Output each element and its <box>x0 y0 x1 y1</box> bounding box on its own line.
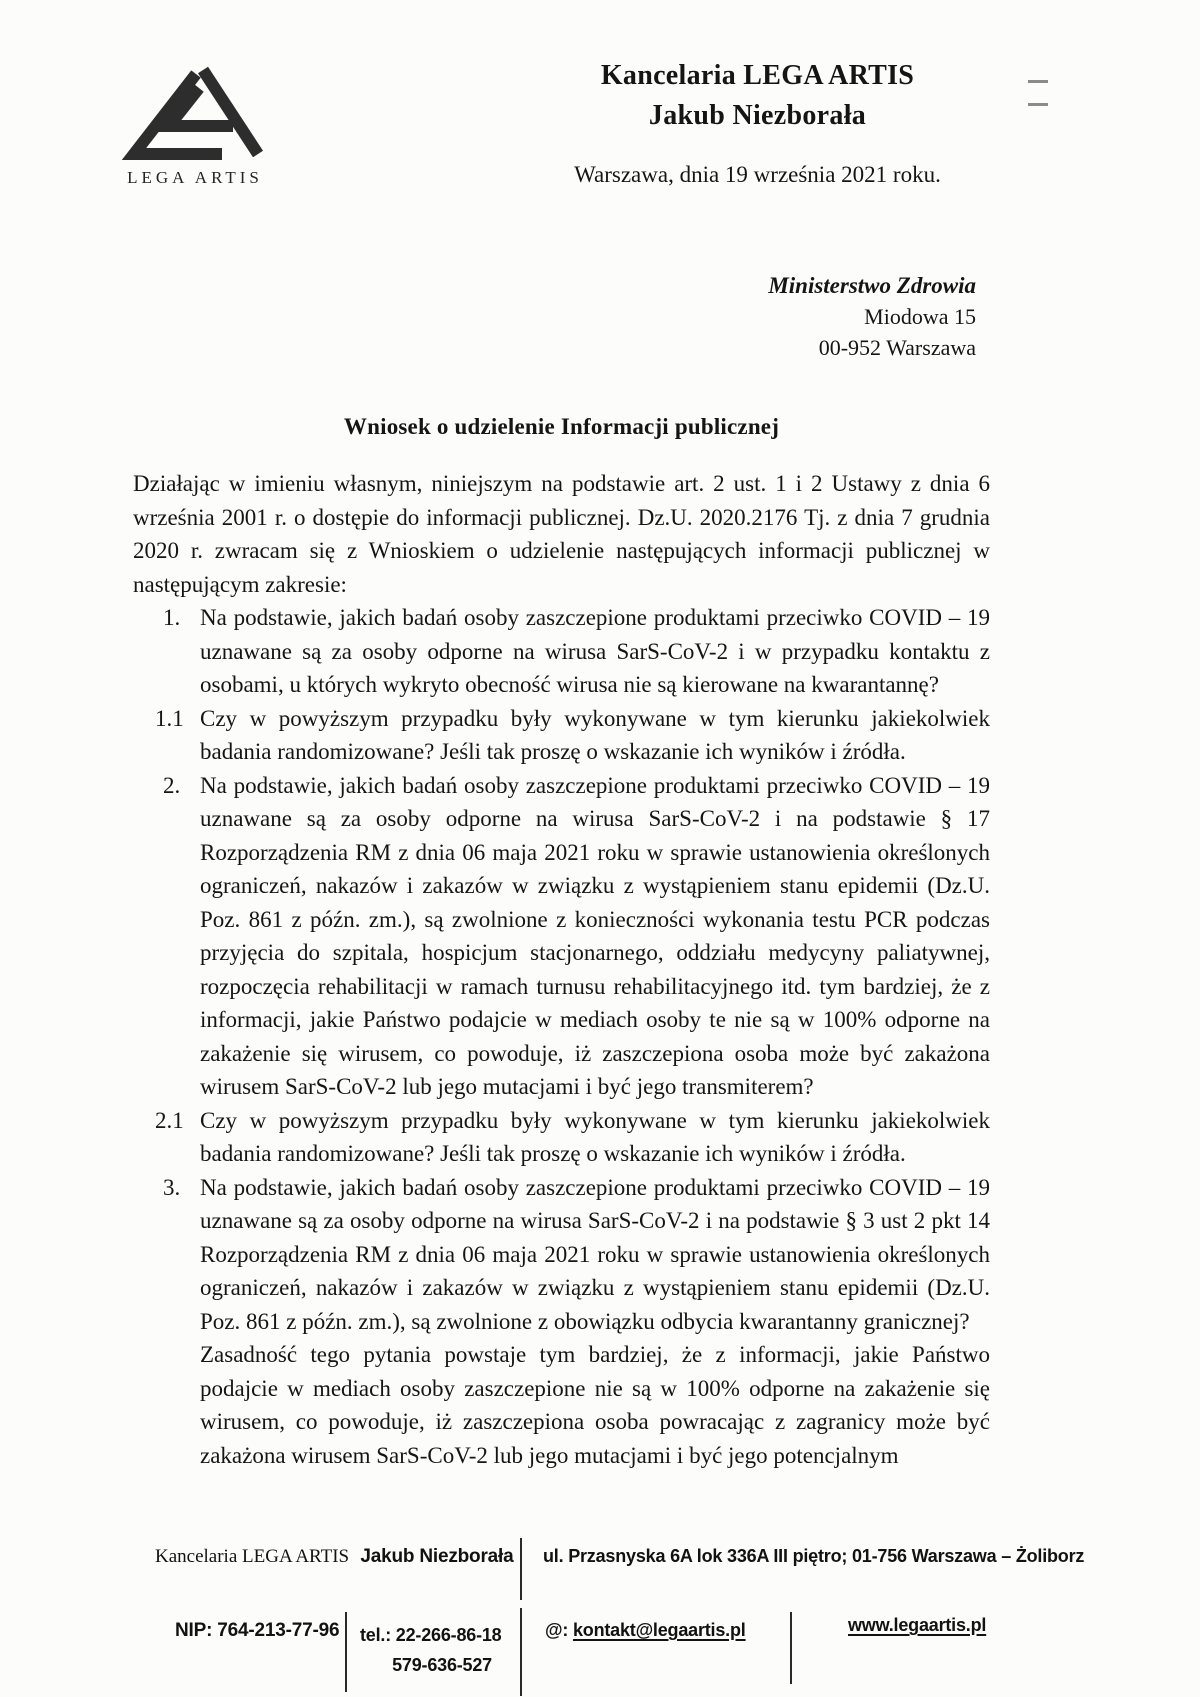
list-item-number: 1.1 <box>155 705 184 731</box>
recipient-block <box>768 270 976 363</box>
footer-firm-regular: Kancelaria LEGA ARTIS <box>155 1546 350 1567</box>
document-title: Wniosek o udzielenie Informacji publicznej <box>343 414 780 439</box>
list-item-number: 2.1 <box>155 1107 184 1133</box>
footer-phone-line2: 579-636-527 <box>392 1655 492 1675</box>
footer-nip: NIP: 764-213-77-96 <box>175 1620 340 1641</box>
footer-phone <box>360 1620 502 1680</box>
footer <box>0 1530 1200 1697</box>
website-link[interactable]: www.legaartis.pl <box>848 1615 987 1635</box>
list-item-text: Na podstawie, jakich badań osoby zaszczepione produktami przeciwko COVID – 19 uznawane są za osoby odporne na wirusa SarS-CoV-2 i w przypadku kontaktu z osobami, u których wykryto obecność wirusa nie są kierowane na kwarantannę? <box>200 605 990 697</box>
footer-divider <box>520 1538 522 1600</box>
list-item <box>133 1104 990 1171</box>
logo-triangle-icon <box>120 66 270 166</box>
footer-email-label: @: <box>545 1620 569 1640</box>
lega-artis-logo <box>110 66 280 188</box>
org-name-line2: Jakub Niezborała <box>648 100 867 131</box>
recipient-city: 00-952 Warszawa <box>818 335 976 360</box>
footer-firm-bold: Jakub Niezborała <box>360 1546 514 1567</box>
dateline: Warszawa, dnia 19 września 2021 roku. <box>574 162 941 187</box>
intro-paragraph: Działając w imieniu własnym, niniejszym na podstawie art. 2 ust. 1 i 2 Ustawy z dnia 6 września 2001 r. o dostępie do informacji publicznej. Dz.U. 2020.2176 Tj. z dnia 7 grudnia 2020 r. zwracam się z Wnioskiem o udzielenie następujących informacji publicznej w następującym zakresie: <box>133 471 990 597</box>
list-item-text: Na podstawie, jakich badań osoby zaszczepione produktami przeciwko COVID – 19 uznawane są za osoby odporne na wirusa SarS-CoV-2 i na podstawie § 3 ust 2 pkt 14 Rozporządzenia RM z dnia 06 maja 2021 roku w sprawie ustanowienia określonych ograniczeń, nakazów i zakazów w związku z wystąpieniem stanu epidemii (Dz.U. Poz. 861 z późn. zm.), są zwolnione z obowiązku odbycia kwarantanny granicznej? <box>200 1174 990 1334</box>
footer-firm-name <box>155 1546 513 1568</box>
footer-divider <box>520 1608 522 1696</box>
list-item <box>133 601 990 702</box>
footer-phone-line1: tel.: 22-266-86-18 <box>360 1625 502 1645</box>
footer-divider <box>790 1612 792 1684</box>
list-item-number: 2. <box>163 772 181 798</box>
scan-mark <box>1028 103 1048 106</box>
scan-mark <box>1028 80 1048 83</box>
logo-caption: LEGA ARTIS <box>127 168 263 187</box>
list-item-number: 1. <box>163 605 181 630</box>
org-name-line1: Kancelaria LEGA ARTIS <box>600 60 915 91</box>
email-link[interactable]: kontakt@legaartis.pl <box>572 1620 746 1640</box>
footer-divider <box>345 1612 347 1692</box>
letterhead <box>535 56 980 188</box>
list-item-number: 3. <box>163 1174 181 1200</box>
list-item <box>133 702 990 769</box>
recipient-name: Ministerstwo Zdrowia <box>768 273 976 298</box>
footer-address: ul. Przasnyska 6A lok 336A III piętro; 01-756 Warszawa – Żoliborz <box>543 1546 1085 1566</box>
footer-email <box>545 1620 746 1641</box>
list-item-text: Na podstawie, jakich badań osoby zaszczepione produktami przeciwko COVID – 19 uznawane są za osoby odporne na wirusa SarS-CoV-2 i na podstawie § 17 Rozporządzenia RM z dnia 06 maja 2021 roku w sprawie ustanowienia określonych ograniczeń, nakazów i zakazów w związku z wystąpieniem stanu epidemii (Dz.U. Poz. 861 z późn. zm.), są zwolnione z konieczności wykonania testu PCR podczas przyjęcia do szpitala, hospicjum stacjonarnego, oddziału medycyny paliatywnej, rozpoczęcia rehabilitacji w ramach turnusu rehabilitacyjnego itd. tym bardziej, że z informacji, jakie Państwo podajcie w mediach osoby te nie są w 100% odporne na zakażenie się wirusem, co powoduje, iż zaszczepiona osoba może być zakażona wirusem SarS-CoV-2 lub jego mutacjami i być jego transmiterem? <box>200 772 990 1099</box>
recipient-street: Miodowa 15 <box>864 304 976 329</box>
list-item-continuation: Zasadność tego pytania powstaje tym bardziej, że z informacji, jakie Państwo podajcie w mediach osoby zaszczepione nie są w 100% odporne na zakażenie się wirusem, co powoduje, iż zaszczepiona osoba powracając z zagranicy może być zakażona wirusem SarS-CoV-2 lub jego mutacjami i być jego potencjalnym <box>200 1342 990 1468</box>
list-item <box>133 1171 990 1339</box>
list-item-text: Czy w powyższym przypadku były wykonywane w tym kierunku jakiekolwiek badania randomizowane? Jeśli tak proszę o wskazanie ich wyników i źródła. <box>200 1107 990 1166</box>
document-body <box>133 467 990 1472</box>
list-item <box>133 769 990 1104</box>
list-item-text: Czy w powyższym przypadku były wykonywane w tym kierunku jakiekolwiek badania randomizowane? Jeśli tak proszę o wskazanie ich wyników i źródła. <box>200 705 990 764</box>
